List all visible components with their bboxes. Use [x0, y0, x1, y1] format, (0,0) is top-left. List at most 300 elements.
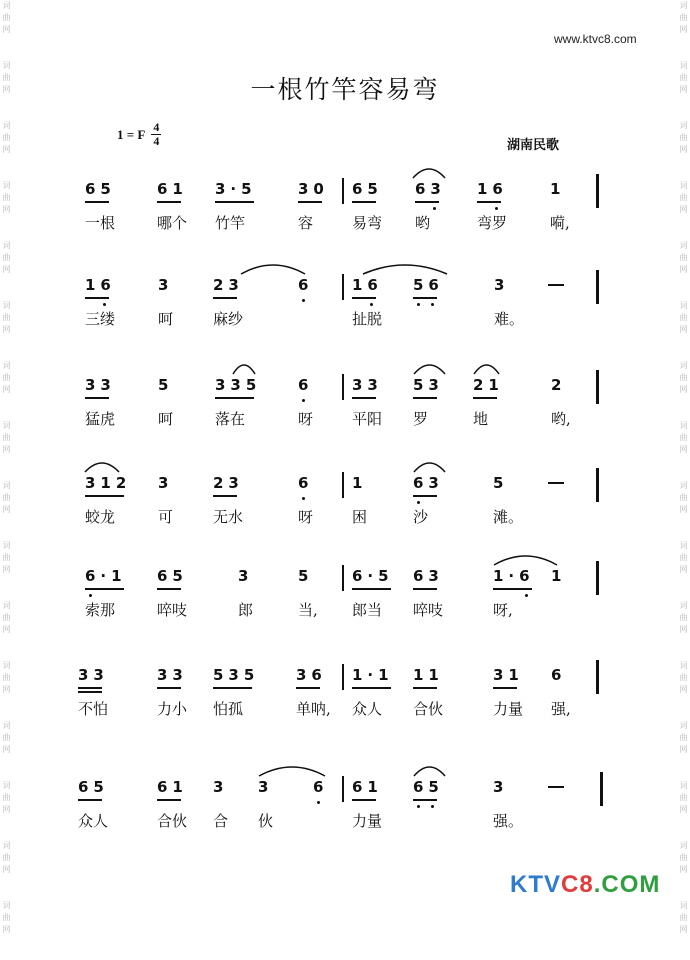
note-digits: 63 [413, 474, 444, 492]
score-line-line2 [0, 264, 690, 354]
watermark-char: 曲 [679, 613, 688, 622]
note-digits: 312 [85, 474, 132, 492]
underline-beam [85, 588, 124, 590]
underline-beam [215, 397, 254, 399]
watermark-char: 词 [679, 781, 688, 790]
lyric-text: 平阳 [352, 410, 383, 428]
watermark-char: 曲 [679, 313, 688, 322]
watermark-char: 网 [679, 385, 688, 394]
lyric-text: 可 [158, 508, 174, 526]
score-line-line1 [0, 168, 690, 258]
watermark-char: 词 [2, 901, 11, 910]
end-bar-line [596, 561, 599, 595]
slur-arc [84, 460, 120, 474]
watermark-char: 词 [2, 121, 11, 130]
note-digits: 6·5 [352, 567, 394, 585]
watermark-char: 词 [679, 901, 688, 910]
note-digits: 16 [352, 276, 383, 294]
score-line-line4 [0, 462, 690, 552]
slur-arc [493, 553, 558, 567]
note-digits: 5 [298, 567, 314, 585]
sustain-dash [548, 482, 564, 484]
watermark-char: 网 [679, 325, 688, 334]
watermark-char: 词 [679, 301, 688, 310]
note-digits: 6 [298, 276, 314, 294]
note-digits: 61 [157, 778, 188, 796]
watermark-char: 曲 [679, 193, 688, 202]
lyric-text: 众人 [352, 700, 383, 718]
note-digits: 33 [78, 666, 109, 684]
watermark-char: 词 [2, 421, 11, 430]
lyric-text: 合 [213, 812, 229, 830]
lower-octave-dot [103, 303, 106, 306]
note-digits: 61 [157, 180, 188, 198]
watermark-char: 词 [679, 241, 688, 250]
lyric-text: 力量 [352, 812, 383, 830]
watermark-char: 词 [2, 301, 11, 310]
underline-beam [413, 687, 437, 689]
lyric-text: 单呐, [296, 700, 331, 718]
underline-beam [85, 397, 109, 399]
ktvc8-logo [510, 871, 660, 899]
underline-beam [352, 297, 376, 299]
watermark-char: 网 [679, 925, 688, 934]
watermark-char: 网 [2, 685, 11, 694]
note-digits: 6 [298, 474, 314, 492]
watermark-char: 词 [679, 601, 688, 610]
note-digits: 3 [158, 474, 174, 492]
slur-arc [473, 362, 500, 376]
underline-beam [493, 687, 517, 689]
underline-beam [85, 495, 124, 497]
watermark-char: 曲 [2, 913, 11, 922]
sustain-dash [548, 786, 564, 788]
note-digits: 30 [298, 180, 329, 198]
underline-beam [413, 495, 437, 497]
watermark-char: 曲 [679, 793, 688, 802]
underline-beam [415, 201, 439, 203]
note-digits: 65 [352, 180, 383, 198]
underline-beam [213, 297, 237, 299]
watermark-char: 网 [679, 805, 688, 814]
note-digits: 56 [413, 276, 444, 294]
watermark-char: 网 [2, 25, 11, 34]
lyric-text: 郎 [238, 601, 254, 619]
lyric-text: 易弯 [352, 214, 383, 232]
lyric-text: 呀 [298, 410, 314, 428]
end-bar-line [596, 660, 599, 694]
watermark-char: 曲 [679, 433, 688, 442]
watermark-char: 词 [2, 781, 11, 790]
note-digits: 21 [473, 376, 504, 394]
lyric-text: 哟, [551, 410, 571, 428]
lower-octave-dot [431, 303, 434, 306]
underline-beam [352, 201, 376, 203]
note-digits: 1 [352, 474, 368, 492]
watermark-char: 词 [679, 661, 688, 670]
lyric-text: 落在 [215, 410, 246, 428]
watermark-char: 网 [2, 265, 11, 274]
watermark-char: 曲 [2, 13, 11, 22]
watermark-char: 网 [679, 205, 688, 214]
lower-octave-dot [317, 801, 320, 804]
note-digits: 3 [494, 276, 510, 294]
lyric-text: 竹竿 [215, 214, 246, 232]
note-digits: 335 [215, 376, 262, 394]
bar-line [342, 274, 344, 300]
underline-beam [215, 201, 254, 203]
slur-arc [240, 262, 306, 276]
watermark-char: 曲 [2, 73, 11, 82]
watermark-char: 曲 [679, 133, 688, 142]
underline-beam [157, 588, 181, 590]
score-line-line6 [0, 654, 690, 744]
note-digits: 5 [158, 376, 174, 394]
lower-octave-dot [525, 594, 528, 597]
note-digits: 3 [158, 276, 174, 294]
lower-octave-dot [417, 303, 420, 306]
score-line-line3 [0, 364, 690, 454]
note-digits: 63 [413, 567, 444, 585]
watermark-char: 词 [2, 601, 11, 610]
lyric-text: 不怕 [78, 700, 109, 718]
watermark-char: 曲 [2, 733, 11, 742]
watermark-char: 曲 [2, 613, 11, 622]
watermark-char: 词 [2, 721, 11, 730]
lyric-text: 啐吱 [413, 601, 444, 619]
watermark-char: 网 [2, 865, 11, 874]
lyric-text: 麻纱 [213, 310, 244, 328]
lyric-text: 合伙 [413, 700, 444, 718]
lyric-text: 力量 [493, 700, 524, 718]
watermark-char: 词 [679, 61, 688, 70]
watermark-char: 网 [2, 565, 11, 574]
underline-beam [157, 799, 181, 801]
note-digits: 63 [415, 180, 446, 198]
lyric-text: 众人 [78, 812, 109, 830]
key-signature [117, 121, 161, 148]
watermark-char: 词 [2, 1, 11, 10]
bar-line [342, 565, 344, 591]
note-digits: 3 [238, 567, 254, 585]
lyric-text: 郎当 [352, 601, 383, 619]
note-digits: 1·1 [352, 666, 394, 684]
watermark-char: 网 [679, 85, 688, 94]
slur-arc [413, 764, 446, 778]
sustain-dash [548, 284, 564, 286]
watermark-char: 词 [679, 181, 688, 190]
note-digits: 16 [477, 180, 508, 198]
watermark-char: 网 [679, 745, 688, 754]
lyric-text: 一根 [85, 214, 116, 232]
lower-octave-dot [302, 497, 305, 500]
watermark-char: 网 [679, 565, 688, 574]
bar-line [342, 178, 344, 204]
end-bar-line [596, 370, 599, 404]
key-label: 1 = F [117, 126, 146, 142]
lower-octave-dot [417, 501, 420, 504]
watermark-char: 词 [679, 421, 688, 430]
watermark-char: 曲 [2, 253, 11, 262]
lyric-text: 弯罗 [477, 214, 508, 232]
lyric-text: 强。 [493, 812, 524, 830]
watermark-char: 词 [679, 361, 688, 370]
underline-beam [298, 201, 322, 203]
note-digits: 6·1 [85, 567, 127, 585]
watermark-char: 曲 [2, 793, 11, 802]
watermark-char: 网 [2, 925, 11, 934]
note-digits: 33 [157, 666, 188, 684]
underline-beam [352, 687, 391, 689]
underline-beam [213, 495, 237, 497]
lyric-text: 合伙 [157, 812, 188, 830]
underline-beam [413, 297, 437, 299]
watermark-char: 网 [2, 445, 11, 454]
watermark-char: 曲 [2, 553, 11, 562]
note-digits: 535 [213, 666, 260, 684]
watermark-char: 曲 [679, 553, 688, 562]
underline-beam [473, 397, 497, 399]
note-digits: 3 [493, 778, 509, 796]
note-digits: 65 [413, 778, 444, 796]
note-digits: 1 [551, 567, 567, 585]
lower-octave-dot [302, 399, 305, 402]
song-source: 湖南民歌 [507, 138, 560, 153]
underline-beam [85, 201, 109, 203]
watermark-char: 曲 [679, 373, 688, 382]
note-digits: 53 [413, 376, 444, 394]
lyric-text: 伙 [258, 812, 274, 830]
lyric-text: 强, [551, 700, 571, 718]
note-digits: 6 [313, 778, 329, 796]
lyric-text: 呀 [298, 508, 314, 526]
note-digits: 1 [550, 180, 566, 198]
lower-octave-dot [495, 207, 498, 210]
underline-beam [213, 687, 252, 689]
lyric-text: 哟 [415, 214, 431, 232]
watermark-char: 曲 [679, 673, 688, 682]
watermark-char: 网 [2, 145, 11, 154]
watermark-char: 曲 [679, 253, 688, 262]
lyric-text: 啐吱 [157, 601, 188, 619]
watermark-char: 词 [2, 841, 11, 850]
watermark-char: 曲 [679, 493, 688, 502]
bar-line [342, 472, 344, 498]
watermark-char: 曲 [2, 853, 11, 862]
lyric-text: 难。 [494, 310, 525, 328]
watermark-cell [0, 900, 13, 960]
end-bar-line [600, 772, 603, 806]
lower-octave-dot [433, 207, 436, 210]
watermark-char: 网 [679, 625, 688, 634]
underline-beam [78, 691, 102, 693]
lyric-text: 沙 [413, 508, 429, 526]
note-digits: 33 [85, 376, 116, 394]
lyric-text: 嗬, [550, 214, 570, 232]
underline-beam [352, 799, 376, 801]
note-digits: 23 [213, 474, 244, 492]
slur-arc [232, 362, 256, 376]
lyric-text: 怕孤 [213, 700, 244, 718]
lyric-text: 呵 [158, 310, 174, 328]
end-bar-line [596, 174, 599, 208]
slur-arc [412, 166, 446, 180]
watermark-char: 网 [2, 85, 11, 94]
watermark-char: 曲 [2, 193, 11, 202]
end-bar-line [596, 270, 599, 304]
end-bar-line [596, 468, 599, 502]
note-digits: 6 [298, 376, 314, 394]
score-line-line7 [0, 766, 690, 856]
score-line-line5 [0, 555, 690, 645]
watermark-char: 网 [2, 505, 11, 514]
underline-beam [413, 799, 437, 801]
lyric-text: 困 [352, 508, 368, 526]
time-signature [151, 121, 161, 148]
underline-beam [296, 687, 320, 689]
watermark-char: 词 [2, 541, 11, 550]
note-digits: 65 [85, 180, 116, 198]
underline-beam [157, 687, 181, 689]
watermark-char: 曲 [679, 733, 688, 742]
underline-beam [493, 588, 532, 590]
watermark-char: 网 [2, 745, 11, 754]
lyric-text: 呵 [158, 410, 174, 428]
watermark-char: 词 [2, 241, 11, 250]
watermark-char: 曲 [679, 13, 688, 22]
watermark-char: 词 [679, 841, 688, 850]
watermark-char: 网 [2, 385, 11, 394]
watermark-char: 曲 [2, 673, 11, 682]
note-digits: 65 [78, 778, 109, 796]
lower-octave-dot [302, 299, 305, 302]
watermark-char: 网 [679, 445, 688, 454]
note-digits: 33 [352, 376, 383, 394]
watermark-cell [677, 0, 690, 60]
watermark-cell [677, 900, 690, 960]
note-digits: 61 [352, 778, 383, 796]
watermark-char: 词 [2, 181, 11, 190]
note-digits: 11 [413, 666, 444, 684]
watermark-char: 词 [2, 361, 11, 370]
logo-part-c8: C8 [561, 871, 594, 898]
watermark-char: 词 [2, 661, 11, 670]
slur-arc [413, 460, 446, 474]
watermark-char: 曲 [2, 313, 11, 322]
note-digits: 31 [493, 666, 524, 684]
watermark-char: 词 [2, 61, 11, 70]
logo-part-ktv: KTV [510, 871, 561, 898]
note-digits: 65 [157, 567, 188, 585]
watermark-char: 网 [679, 685, 688, 694]
lyric-text: 容 [298, 214, 314, 232]
watermark-char: 网 [2, 205, 11, 214]
slur-arc [362, 262, 448, 276]
slur-arc [413, 362, 446, 376]
note-digits: 5 [493, 474, 509, 492]
lyric-text: 无水 [213, 508, 244, 526]
lower-octave-dot [89, 594, 92, 597]
watermark-char: 词 [679, 481, 688, 490]
watermark-char: 词 [679, 721, 688, 730]
watermark-char: 网 [679, 265, 688, 274]
bar-line [342, 664, 344, 690]
underline-beam [413, 588, 437, 590]
watermark-char: 词 [679, 121, 688, 130]
watermark-cell [0, 0, 13, 60]
note-digits: 3 [258, 778, 274, 796]
lyric-text: 蛟龙 [85, 508, 116, 526]
underline-beam [78, 687, 102, 689]
note-digits: 1·6 [493, 567, 535, 585]
lyric-text: 猛虎 [85, 410, 116, 428]
lyric-text: 滩。 [493, 508, 524, 526]
underline-beam [352, 397, 376, 399]
watermark-char: 网 [679, 505, 688, 514]
note-digits: 36 [296, 666, 327, 684]
logo-part-com: .COM [593, 871, 661, 898]
watermark-char: 曲 [2, 373, 11, 382]
watermark-char: 词 [679, 1, 688, 10]
lower-octave-dot [431, 805, 434, 808]
time-sig-bottom: 4 [153, 134, 160, 148]
time-sig-top: 4 [153, 120, 160, 134]
lyric-text: 罗 [413, 410, 429, 428]
site-url: www.ktvc8.com [554, 32, 637, 46]
watermark-char: 曲 [679, 853, 688, 862]
watermark-char: 曲 [679, 913, 688, 922]
lyric-text: 索那 [85, 601, 116, 619]
lyric-text: 三缕 [85, 310, 116, 328]
watermark-char: 网 [2, 625, 11, 634]
lyric-text: 当, [298, 601, 318, 619]
lyric-text: 地 [473, 410, 489, 428]
note-digits: 3 [213, 778, 229, 796]
lower-octave-dot [417, 805, 420, 808]
watermark-char: 网 [679, 145, 688, 154]
note-digits: 23 [213, 276, 244, 294]
lyric-text: 哪个 [157, 214, 188, 232]
watermark-char: 曲 [2, 433, 11, 442]
slur-arc [258, 764, 326, 778]
underline-beam [78, 799, 102, 801]
underline-beam [413, 397, 437, 399]
underline-beam [85, 297, 109, 299]
note-digits: 2 [551, 376, 567, 394]
bar-line [342, 374, 344, 400]
lyric-text: 呀, [493, 601, 513, 619]
watermark-char: 曲 [2, 493, 11, 502]
lyric-text: 力小 [157, 700, 188, 718]
watermark-char: 网 [679, 25, 688, 34]
watermark-char: 词 [679, 541, 688, 550]
underline-beam [352, 588, 391, 590]
note-digits: 3·5 [215, 180, 257, 198]
watermark-char: 曲 [2, 133, 11, 142]
watermark-char: 词 [2, 481, 11, 490]
watermark-char: 网 [2, 325, 11, 334]
watermark-char: 曲 [679, 73, 688, 82]
note-digits: 6 [551, 666, 567, 684]
note-digits: 16 [85, 276, 116, 294]
underline-beam [157, 201, 181, 203]
lower-octave-dot [370, 303, 373, 306]
watermark-char: 网 [2, 805, 11, 814]
lyric-text: 扯脱 [352, 310, 383, 328]
bar-line [342, 776, 344, 802]
song-title: 一根竹竿容易弯 [250, 75, 440, 104]
underline-beam [477, 201, 501, 203]
